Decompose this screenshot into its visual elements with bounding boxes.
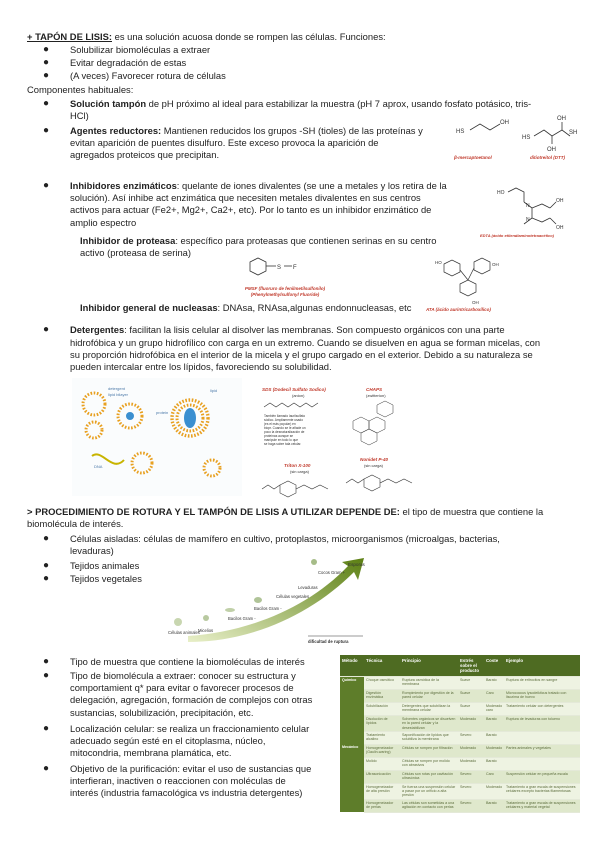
oh-label: OH <box>557 116 566 122</box>
n-label: N <box>526 203 530 209</box>
column-header: Método <box>340 655 364 677</box>
bullet: ● <box>43 57 50 68</box>
table-cell: Severo <box>458 799 484 812</box>
sample-type-item: Células aisladas: células de mamífero en cultivo, protoplastos, microorganismos (microalgas, bacterias, levaduras) <box>70 533 500 557</box>
table-cell: Tratamiento celular con detergentes <box>504 703 580 716</box>
table-cell: Ruptura de eritrocitos en sangre <box>504 677 580 690</box>
micelle-figure <box>72 378 242 496</box>
method-category-cell: Mecánico <box>340 744 364 757</box>
table-cell: Molido <box>364 757 400 770</box>
bullet: ● <box>43 98 50 109</box>
table-cell: Saponificación de lípidos que solubiliza la membrana <box>400 731 458 744</box>
table-cell: Suspensión celular en pequeña escala <box>504 770 580 783</box>
nucleasas-item: Inhibidor general de nucleasas: DNAsa, RNAsa,algunas endonnucleasas, etc <box>80 302 412 313</box>
method-category-cell: Químico <box>340 677 364 690</box>
table-cell <box>504 757 580 770</box>
oh-label: OH <box>492 262 499 267</box>
micelle-label: detergent <box>108 386 125 391</box>
table-cell: Solventes orgánicos se disuelven en la pared celular y la desestabilizan <box>400 716 458 732</box>
table-cell: Barato <box>484 716 504 732</box>
oh-label: OH <box>500 120 509 126</box>
table-cell: Micrococcus lysodeikticus tratado con lisozima de huevo <box>504 690 580 703</box>
bullet: ● <box>43 763 50 774</box>
axis-label: dificultad de ruptura <box>308 639 349 644</box>
lysis-buffer-heading: + TAPÓN DE LISIS: es una solución acuosa donde se rompen las células. Funciones: <box>27 31 386 42</box>
bullet: ● <box>43 125 50 136</box>
method-category-cell <box>340 690 364 703</box>
column-header: Principio <box>400 655 458 677</box>
edta-caption: EDTA (ácido etilendiaminotetraacético) <box>480 233 555 238</box>
ata-structure <box>434 254 506 309</box>
pmsf-structure <box>240 256 320 286</box>
column-header: Técnica <box>364 655 400 677</box>
ata-caption: ATA (ácido aurintricarboxílico) <box>426 307 491 312</box>
table-cell: Rompimiento por digestión de la pared celular <box>400 690 458 703</box>
table-cell: Homogeneizador de alta presión <box>364 783 400 799</box>
methods-table <box>340 655 580 813</box>
sample-type-item: Tejidos vegetales <box>70 573 142 584</box>
table-cell: Caro <box>484 770 504 783</box>
table-cell: Severo <box>458 770 484 783</box>
sds-note-line: se haga sobre tala celular. <box>264 442 302 446</box>
inhibidores-item: Inhibidores enzimáticos: quelante de iones divalentes (se une a metales y los retira de la solución). Así inhibe act enzimática que necesiten metales divalentes en sus centros activos para actuar (Fe2+, Mg2+, Ca2+, etc). Por lo tanto es un inhibidor enzimático de amplio espectro <box>70 180 447 228</box>
method-category-cell <box>340 757 364 770</box>
organism-label: Bacilos Gram - <box>254 606 282 611</box>
organism-label: Esporas <box>348 562 365 567</box>
table-cell: Caro <box>484 690 504 703</box>
table-row <box>340 731 580 744</box>
sds-note-line: sódico. Ampliamente usado <box>264 418 303 422</box>
organism-label: Micelios <box>198 628 214 633</box>
oh-label: OH <box>547 147 556 153</box>
sample-type-item: Tejidos animales <box>70 560 140 571</box>
organism-label: Células vegetales <box>276 594 310 599</box>
criteria-item: Localización celular: se realiza un fraccionamiento celular adecuado según esté en el citoplasma, núcleo, mitocondria, membrana plamática, etc. <box>70 723 310 759</box>
table-cell: Barato <box>484 757 504 770</box>
table-cell: Moderado <box>458 744 484 757</box>
dtt-caption: ditiotreitol (DTT) <box>530 155 565 160</box>
method-category-cell <box>340 770 364 783</box>
bullet: ● <box>43 180 50 191</box>
pmsf-caption: PMSF (fluoruro de fenilmetilsulfonilo) (Phenylmethylsulfonyl Fluoride) <box>244 286 326 297</box>
chaps-title: CHAPS <box>366 387 383 392</box>
table-cell: Disolución de lípidos <box>364 716 400 732</box>
table-cell: Homogeneizador de perlas <box>364 799 400 812</box>
function-item: (A veces) Favorecer rotura de células <box>70 70 226 81</box>
sds-note-line: manipule en todo lo que <box>264 438 299 442</box>
triton-title: Triton X-100 <box>284 463 311 468</box>
table-cell: Suave <box>458 677 484 690</box>
table-cell: Ultrasonicación <box>364 770 400 783</box>
table-cell: Moderado <box>484 783 504 799</box>
bullet: ● <box>43 324 50 335</box>
table-cell: Suave <box>458 690 484 703</box>
n-label: N <box>526 217 530 223</box>
table-cell: Choque osmótico <box>364 677 400 690</box>
ho-label: HO <box>435 260 442 265</box>
table-cell: Severo <box>458 731 484 744</box>
bullet: ● <box>43 573 50 584</box>
table-cell: Suave <box>458 703 484 716</box>
table-row <box>340 703 580 716</box>
table-row <box>340 690 580 703</box>
bullet: ● <box>43 560 50 571</box>
table-cell: Moderado <box>484 744 504 757</box>
table-cell: Células se rompen por filtración <box>400 744 458 757</box>
table-row <box>340 757 580 770</box>
method-category-cell <box>340 716 364 732</box>
tampon-item: Solución tampón de pH próximo al ideal para estabilizar la muestra (pH 7 aprox, usando fosfato potásico, tris- HCl) <box>70 98 532 122</box>
table-row <box>340 783 580 799</box>
micelle-label: lipid bilayer <box>108 392 129 397</box>
table-cell: Moderado <box>458 757 484 770</box>
organism-label: Bacilos Gram - <box>228 616 256 621</box>
detergent-structures <box>258 383 428 501</box>
table-cell: Tratamiento a gran escala de suspensiones celulares excepto bacterias filamentosas <box>504 783 580 799</box>
table-row <box>340 799 580 812</box>
table-cell: Células se rompen por molido con abrasivos <box>400 757 458 770</box>
table-cell: Digestión enzimática <box>364 690 400 703</box>
micelle-label: lipid <box>210 388 218 393</box>
table-cell <box>504 731 580 744</box>
sds-note-line: biopr. Cuando se le añade un <box>264 426 306 430</box>
sds-note-line: proteínas aunque se <box>264 434 294 438</box>
organism-label: Cocos Gram + <box>318 570 346 575</box>
sds-note-line: poco la desnaturalización de <box>264 430 305 434</box>
criteria-item: Objetivo de la purificación: evitar el uso de sustancias que interfieran, inactiven o reaccionen con moléculas de interés (industria famacológica vs industria detergentes) <box>70 763 312 799</box>
sds-sub: (anion) <box>292 393 305 398</box>
oh-label: OH <box>556 198 564 204</box>
table-row <box>340 677 580 690</box>
micelle-label: DNA <box>94 464 103 469</box>
edta-structure <box>488 180 573 235</box>
bullet: ● <box>43 533 50 544</box>
detergentes-item: Detergentes: facilitan la lisis celular al disolver las membranas. Son compuesto orgánicos con una parte <box>70 324 505 335</box>
table-cell: Detergentes que solubilizan la membrana celular <box>400 703 458 716</box>
f-label: F <box>293 265 297 271</box>
table-cell: Tratamiento alcalino <box>364 731 400 744</box>
method-category-cell <box>340 783 364 799</box>
method-category-cell <box>340 703 364 716</box>
table-cell: Tratamiento a gran escala de suspensiones celulares y material vegetal <box>504 799 580 812</box>
reductores-item: Agentes reductores: Mantienen reducidos los grupos -SH (tioles) de las proteínas y evitan aparición de puentes disulfuro. Este exceso provoca la aparición de agregados proteicos que precipitan. <box>70 125 423 161</box>
bme-caption: β-mercaptoetanol <box>454 155 492 160</box>
organism-label: Células animales <box>168 630 200 635</box>
hs-label: HS <box>522 135 531 141</box>
bullet: ● <box>43 70 50 81</box>
proteasa-item: Inhibidor de proteasa: específico para proteasas que contienen serinas en su centro activo (proteasa de serina) <box>80 235 437 259</box>
criteria-item: Tipo de biomolécula a extraer: conocer su estructura y comportamient q* para evitar o favorecer procesos de delegación, agregación, formación de complejos con otras sustancias, solubilización, precipitación, etc. <box>70 670 313 718</box>
table-cell: Moderado <box>458 716 484 732</box>
table-cell: Barato <box>484 677 504 690</box>
table-row <box>340 744 580 757</box>
column-header: Coste <box>484 655 504 677</box>
table-cell: Barato <box>484 731 504 744</box>
method-category-cell <box>340 731 364 744</box>
table-header-row <box>340 655 580 677</box>
bullet: ● <box>43 44 50 55</box>
table-row <box>340 770 580 783</box>
ho-label: HO <box>497 190 505 196</box>
table-cell: Moderado caro <box>484 703 504 716</box>
detergentes-text: hidrofóbica y un grupo hidrofílico con carga en un extremo. Cuando se disuelven en agua se forman micelas, con su proporción hidrofóbica en el interior de la micela y el grupo cargado en el exterior. Debido a su naturaleza se pueden intercalar entre los lípidos, favoreciendo su solubilidad. <box>70 337 541 373</box>
bullet: ● <box>43 723 50 734</box>
criteria-item: Tipo de muestra que contiene la biomoléculas de interés <box>70 656 305 667</box>
table-cell: Homogeneizador (Gaulin-waring) <box>364 744 400 757</box>
triton-sub: (sin carga) <box>290 469 309 474</box>
table-row <box>340 716 580 732</box>
table-cell: Ruptura osmótica de la membrana <box>400 677 458 690</box>
components-label: Componentes habituales: <box>27 84 134 95</box>
sds-note-line: También llamado laurilsulfato <box>264 414 306 418</box>
rupture-difficulty-figure <box>158 548 378 648</box>
bullet: ● <box>43 656 50 667</box>
sds-title: SDS (Dodecil Sulfato Sodico) <box>262 387 326 392</box>
bullet: ● <box>43 670 50 681</box>
hs-label: HS <box>456 129 465 135</box>
method-category-cell <box>340 799 364 812</box>
micelle-label: protein <box>156 410 169 415</box>
sh-label: SH <box>569 130 578 136</box>
procedure-heading: > PROCEDIMIENTO DE ROTURA Y EL TAMPÓN DE LISIS A UTILIZAR DEPENDE DE: el tipo de muestra que contiene la biomolécula de interés. <box>27 506 544 530</box>
table-cell: Severo <box>458 783 484 799</box>
table-cell: Barato <box>484 799 504 812</box>
table-cell: Ruptura de levaduras con tolueno <box>504 716 580 732</box>
table-cell: Solubilización <box>364 703 400 716</box>
column-header: Ejemplo <box>504 655 580 677</box>
chaps-sub: (zwitterion) <box>366 393 386 398</box>
organism-label: Levaduras <box>298 585 318 590</box>
table-cell: Se fuerza una suspensión celular a pasar por un orificio a alta presión <box>400 783 458 799</box>
nonidet-sub: (sin carga) <box>364 463 383 468</box>
oh-label: OH <box>472 300 479 305</box>
table-cell: Partes animales y vegetales <box>504 744 580 757</box>
column-header: Estrés sobre el producto <box>458 655 484 677</box>
s-label: S <box>277 265 282 271</box>
table-cell: Las células son sometidas a una agitación en contacto con perlas <box>400 799 458 812</box>
function-item: Evitar degradación de estas <box>70 57 187 68</box>
table-cell: Células son rotas por cavitación ultrasónica <box>400 770 458 783</box>
nonidet-title: Nonidet P-40 <box>360 457 389 462</box>
oh-label: OH <box>556 225 564 231</box>
function-item: Solubilizar biomoléculas a extraer <box>70 44 211 55</box>
sds-note-line: (es el más popular) en <box>264 422 296 426</box>
